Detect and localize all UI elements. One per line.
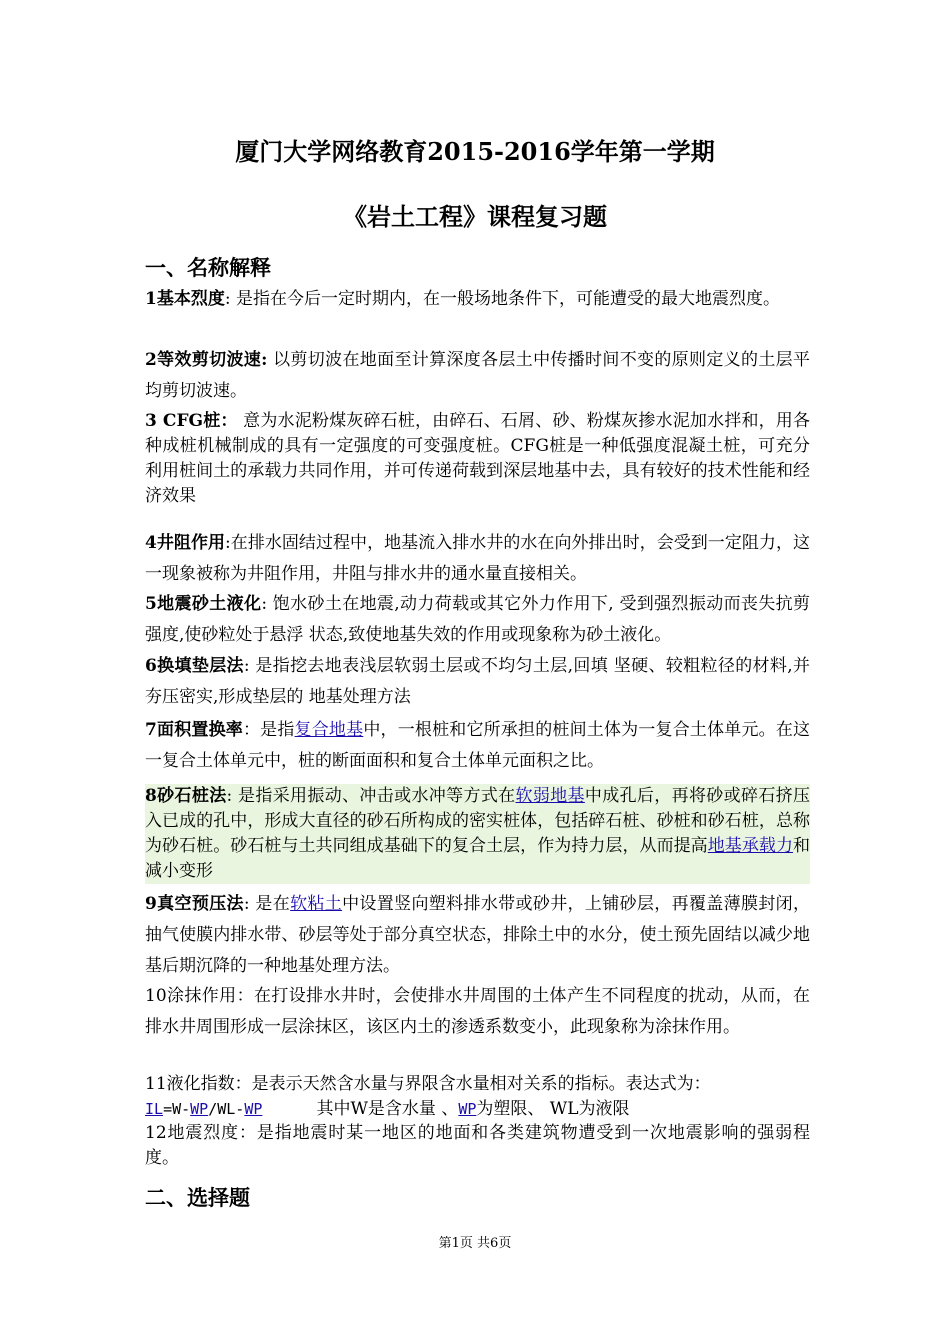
section-heading-choice: 二、选择题 xyxy=(145,1185,250,1210)
term-text: 以剪切波在地面至计算深度各层土中传播时间不变的原则定义的土层平均剪切波速。 xyxy=(145,350,810,401)
link-wp[interactable]: WP xyxy=(190,1100,209,1118)
formula-part: =W- xyxy=(163,1100,191,1118)
formula-note: 其中W是含水量 、 xyxy=(262,1099,459,1119)
term-label: 7面积置换率 xyxy=(145,720,243,740)
link-il[interactable]: IL xyxy=(145,1100,164,1118)
term-text: 中，一根桩和它所承担的桩间土体为一复合土体单元。在这一复合土体单元中，桩的断面面积和复合土体单元面积之比。 xyxy=(145,720,811,771)
term-label: 1基本烈度 xyxy=(145,289,225,309)
formula-part: /WL- xyxy=(208,1100,245,1118)
section-heading-definitions: 一、名称解释 xyxy=(145,255,271,280)
term-text: ：是指 xyxy=(242,720,295,740)
term-label: 9真空预压法 xyxy=(145,894,244,914)
definition-item xyxy=(145,528,810,590)
definition-item xyxy=(145,1121,810,1171)
term-label: 6换填垫层法 xyxy=(145,656,244,676)
definition-item xyxy=(145,1072,810,1122)
formula-note: 为塑限、 WL为液限 xyxy=(476,1099,630,1119)
term-label: 2等效剪切波速: xyxy=(145,350,268,370)
term-text: 10涂抹作用：在打设排水井时，会使排水井周围的土体产生不同程度的扰动，从而，在排水井周围形成一层涂抹区，该区内土的渗透系数变小，此现象称为涂抹作用。 xyxy=(145,986,810,1037)
term-text: 意为水泥粉煤灰碎石桩，由碎石、石屑、砂、粉煤灰掺水泥加水拌和，用各种成桩机械制成的具有一定强度的可变强度桩。CFG桩是一种低强度混凝土桩，可充分利用桩间土的承载力共同作用，并可传递荷载到深层地基中去，具有较好的技术性能和经济效果 xyxy=(145,411,810,506)
link-wp[interactable]: WP xyxy=(458,1100,477,1118)
definition-item-highlighted xyxy=(145,784,810,884)
definition-item xyxy=(145,651,810,713)
term-text: : 是指采用振动、冲击或水冲等方式在 xyxy=(226,786,516,806)
page-footer: 第1页 共6页 xyxy=(438,1236,512,1251)
term-text: :在排水固结过程中，地基流入排水井的水在向外排出时，会受到一定阻力，这一现象被称为井阻作用，井阻与排水井的通水量直接相关。 xyxy=(145,533,810,584)
term-text: 中成孔后，再将砂或碎石挤压入已成的孔中，形成大直径的砂石所构成的密实桩体，包括碎石桩、砂桩和砂石桩，总称为砂石桩。砂石桩与土共同组成基础下的复合土层，作为持力层，从而提高 xyxy=(145,786,811,856)
definition-item xyxy=(145,409,810,509)
definition-item xyxy=(145,589,810,651)
link-bearing-capacity[interactable]: 地基承载力 xyxy=(707,836,794,856)
link-soft-foundation[interactable]: 软弱地基 xyxy=(515,786,585,806)
term-text: : 是在 xyxy=(243,894,291,914)
term-text: : 是指挖去地表浅层软弱土层或不均匀土层,回填 坚硬、较粗粒径的材料,并夯压密实,形成垫层的 地基处理方法 xyxy=(145,656,810,707)
definition-item xyxy=(145,981,810,1043)
term-label: 4井阻作用 xyxy=(145,533,226,553)
formula-line xyxy=(145,1097,810,1122)
page-title: 厦门大学网络教育2015-2016学年第一学期 xyxy=(235,137,715,166)
definition-item xyxy=(145,715,810,777)
term-text: 和减小变形 xyxy=(145,836,811,881)
term-text: : 饱水砂土在地震,动力荷载或其它外力作用下, 受到强烈振动而丧失抗剪强度,使砂粒处于悬浮 状态,致使地基失效的作用或现象称为砂土液化。 xyxy=(145,594,810,645)
definition-item xyxy=(145,284,810,315)
term-text: : 是指在今后一定时期内，在一般场地条件下，可能遭受的最大地震烈度。 xyxy=(224,289,780,309)
definition-item xyxy=(145,345,810,407)
term-text: 12地震烈度：是指地震时某一地区的地面和各类建筑物遭受到一次地震影响的强弱程度。 xyxy=(145,1123,810,1168)
course-title: 《岩土工程》课程复习题 xyxy=(343,202,607,231)
term-label: 3 CFG桩： xyxy=(145,411,238,431)
term-text: 中设置竖向塑料排水带或砂井，上铺砂层，再覆盖薄膜封闭，抽气使膜内排水带、砂层等处于部分真空状态，排除土中的水分，使土预先固结以减少地基后期沉降的一种地基处理方法。 xyxy=(145,894,810,976)
link-wp[interactable]: WP xyxy=(244,1100,263,1118)
term-text: 11液化指数：是表示天然含水量与界限含水量相对关系的指标。表达式为： xyxy=(145,1074,711,1094)
link-soft-clay[interactable]: 软粘土 xyxy=(290,894,343,914)
definition-item xyxy=(145,889,810,982)
term-label: 5地震砂土液化 xyxy=(145,594,262,614)
term-label: 8砂石桩法 xyxy=(145,786,227,806)
link-composite-foundation[interactable]: 复合地基 xyxy=(294,720,364,740)
